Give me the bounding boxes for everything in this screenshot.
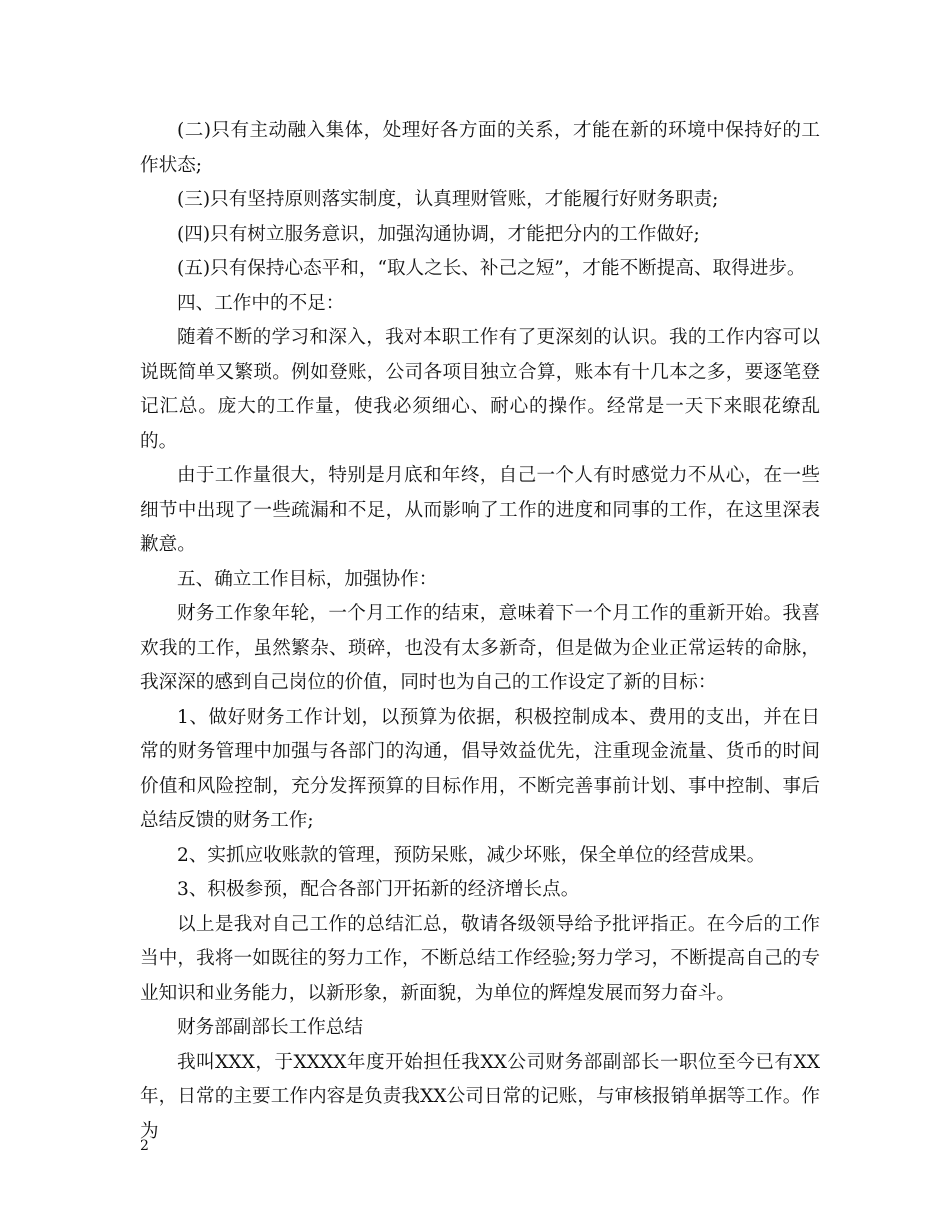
goal-item-2: 2、实抓应收账款的管理，预防呆账，减少坏账，保全单位的经营成果。: [177, 844, 766, 866]
goal-item-3: 3、积极参预，配合各部门开拓新的经济增长点。: [177, 879, 580, 900]
page-number: 2: [140, 1138, 149, 1154]
paragraph-shortcomings-1: 随着不断的学习和深入，我对本职工作有了更深刻的认识。我的工作内容可以说既简单又繁琐。例如登账，公司各项目独立合算，账本有十几本之多，要逐笔登记汇总。庞大的工作量，使我必须细心、耐心的操作。经常是一天下来眼花缭乱的。: [140, 327, 820, 452]
section-heading-shortcomings: 四、工作中的不足：: [177, 292, 345, 314]
paragraph-shortcomings-2: 由于工作量很大，特别是月底和年终，自己一个人有时感觉力不从心，在一些细节中出现了一些疏漏和不足，从而影响了工作的进度和同事的工作，在这里深表歉意。: [140, 465, 820, 555]
section-heading-goals: 五、确立工作目标，加强协作：: [177, 568, 438, 590]
paragraph-conclusion: 以上是我对自己工作的总结汇总，敬请各级领导给予批评指正。在今后的工作当中，我将一如既往的努力工作，不断总结工作经验;努力学习，不断提高自己的专业知识和业务能力，以新形象，新面貌，为单位的辉煌发展而努力奋斗。: [140, 913, 820, 1004]
section-title-deputy-summary: 财务部副部长工作总结: [177, 1017, 363, 1038]
paragraph-goals-intro: 财务工作象年轮，一个月工作的结束，意味着下一个月工作的重新开始。我喜欢我的工作，虽然繁杂、琐碎，也没有太多新奇，但是做为企业正常运转的命脉，我深深的感到自己岗位的价值，同时也为自己的工作设定了新的目标：: [140, 603, 820, 693]
goal-item-1: 1、做好财务工作计划，以预算为依据，积极控制成本、费用的支出，并在日常的财务管理中加强与各部门的沟通，倡导效益优先，注重现金流量、货币的时间价值和风险控制，充分发挥预算的目标作用，不断完善事前计划、事中控制、事后总结反馈的财务工作;: [140, 706, 820, 831]
paragraph-item-2: (二)只有主动融入集体，处理好各方面的关系，才能在新的环境中保持好的工作状态;: [140, 120, 820, 176]
document-body: [140, 114, 820, 1149]
paragraph-item-5: (五)只有保持心态平和，“取人之长、补己之短”，才能不断提高、取得进步。: [177, 258, 806, 279]
paragraph-item-4: (四)只有树立服务意识，加强沟通协调，才能把分内的工作做好;: [177, 223, 700, 245]
paragraph-item-3: (三)只有坚持原则落实制度，认真理财管账，才能履行好财务职责;: [177, 189, 719, 210]
paragraph-deputy-intro: 我叫XXX，于XXXX年度开始担任我XX公司财务部副部长一职位至今已有XX年，日常的主要工作内容是负责我XX公司日常的记账，与审核报销单据等工作。作为: [140, 1051, 820, 1142]
